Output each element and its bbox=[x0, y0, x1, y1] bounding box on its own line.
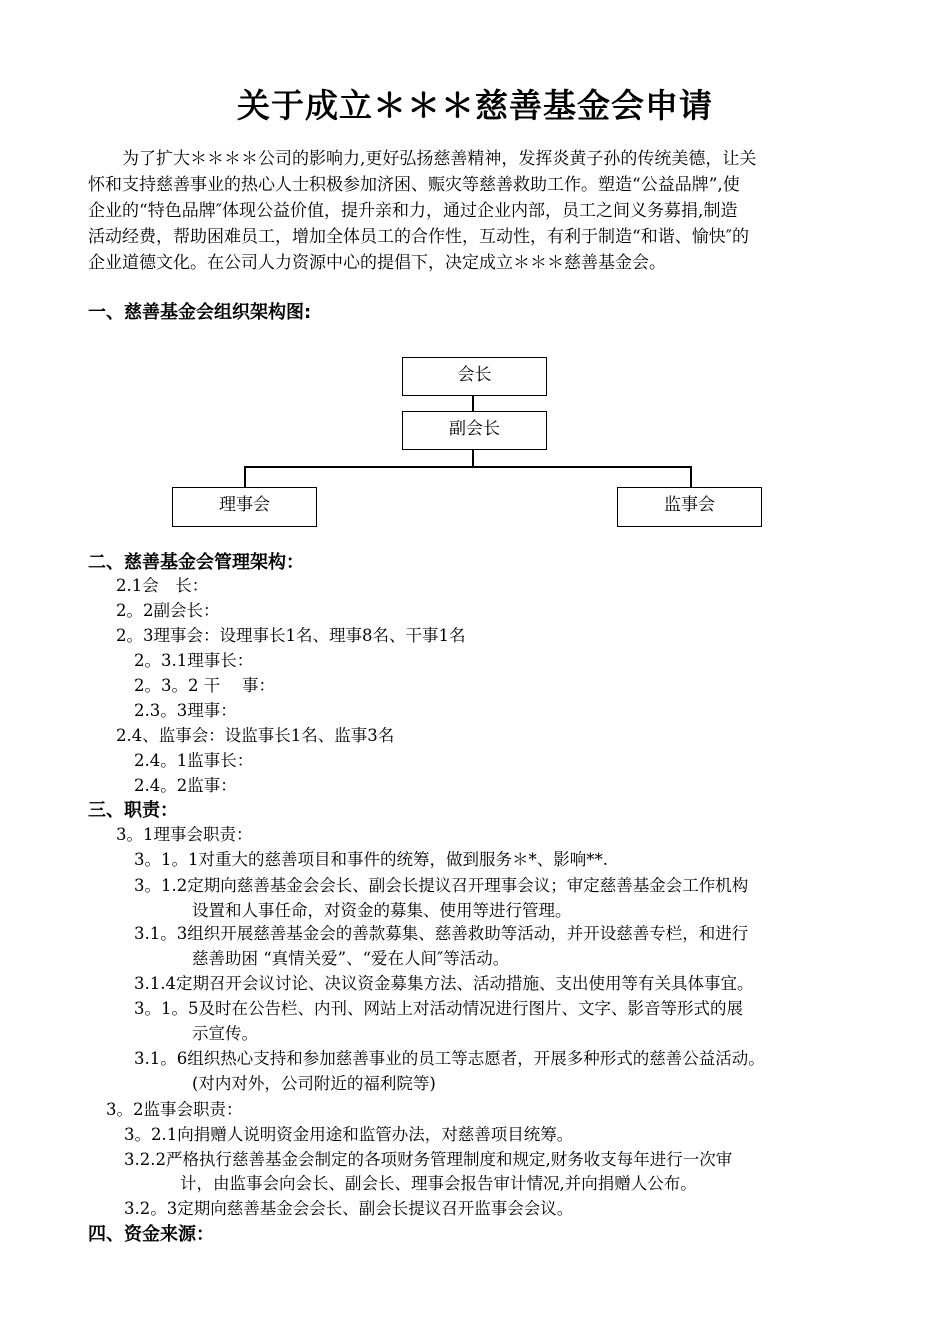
intro-line: 怀和支持慈善事业的热心人士积极参加济困、赈灾等慈善救助工作。塑造“公益品牌”,使 bbox=[88, 175, 740, 195]
org-box-supervisory: 监事会 bbox=[617, 487, 762, 527]
management-item: 2。3.1理事长： bbox=[134, 651, 254, 670]
duty-line: 设置和人事任命，对资金的募集、使用等进行管理。 bbox=[192, 901, 572, 920]
org-box-vice-president: 副会长 bbox=[402, 411, 547, 450]
duty-line: 3.1。3组织开展慈善基金会的善款募集、慈善救助等活动，并开设慈善专栏，和进行 bbox=[134, 924, 749, 943]
duty-line: 3.1.4定期召开会议讨论、决议资金募集方法、活动措施、支出使用等有关具体事宜。 bbox=[134, 974, 754, 993]
management-item: 2.4、监事会：设监事长1名、监事3名 bbox=[116, 726, 395, 745]
duty-line: 计，由监事会向会长、副会长、理事会报告审计情况,并向捐赠人公布。 bbox=[180, 1174, 697, 1193]
duty-line: 3。2.1向捐赠人说明资金用途和监管办法，对慈善项目统筹。 bbox=[124, 1125, 574, 1144]
document-title: 关于成立＊＊＊慈善基金会申请 bbox=[237, 86, 713, 125]
connector-to-supervisory bbox=[690, 466, 692, 488]
management-item: 2.3。3理事： bbox=[134, 701, 237, 720]
intro-line: 活动经费，帮助困难员工，增加全体员工的合作性，互动性，有利于制造“和谐、愉快″的 bbox=[88, 227, 750, 247]
section2-heading: 二、慈善基金会管理架构： bbox=[88, 552, 304, 573]
section4-heading: 四、资金来源： bbox=[88, 1224, 214, 1245]
connector-to-council bbox=[244, 466, 246, 488]
duty-line: 慈善助困 “真情关爱”、“爱在人间″等活动。 bbox=[192, 949, 510, 968]
management-item: 2.4。1监事长： bbox=[134, 751, 254, 770]
management-item: 2.1会 长： bbox=[116, 576, 209, 595]
duty-line: 3。1.2定期向慈善基金会会长、副会长提议召开理事会议；审定慈善基金会工作机构 bbox=[134, 876, 749, 895]
management-item: 2。2副会长： bbox=[116, 601, 220, 620]
section1-heading: 一、慈善基金会组织架构图: bbox=[88, 302, 312, 323]
duty-line: 3。2监事会职责： bbox=[106, 1100, 243, 1119]
intro-line: 企业的“特色品牌″体现公益价值，提升亲和力，通过企业内部，员工之间义务募捐,制造 bbox=[88, 201, 738, 221]
connector-vice-branch bbox=[472, 449, 474, 467]
management-item: 2.4。2监事： bbox=[134, 776, 237, 795]
management-item: 2。3。2 干 事： bbox=[134, 676, 275, 695]
connector-horizontal bbox=[244, 466, 691, 468]
duty-line: (对内对外，公司附近的福利院等) bbox=[192, 1074, 436, 1093]
duty-line: 3.1。6组织热心支持和参加慈善事业的员工等志愿者，开展多种形式的慈善公益活动。 bbox=[134, 1049, 765, 1068]
duty-line: 3.2。3定期向慈善基金会会长、副会长提议召开监事会会议。 bbox=[124, 1199, 574, 1218]
duty-line: 3。1理事会职责： bbox=[116, 825, 253, 844]
section3-heading: 三、职责： bbox=[88, 800, 178, 821]
duty-line: 示宣传。 bbox=[192, 1024, 258, 1043]
org-box-president: 会长 bbox=[402, 357, 547, 396]
duty-line: 3。1。5及时在公告栏、内刊、网站上对活动情况进行图片、文字、影音等形式的展 bbox=[134, 999, 743, 1018]
intro-line: 企业道德文化。在公司人力资源中心的提倡下，决定成立＊＊＊慈善基金会。 bbox=[88, 253, 666, 273]
duty-line: 3.2.2严格执行慈善基金会制定的各项财务管理制度和规定,财务收支每年进行一次审 bbox=[124, 1150, 733, 1169]
management-item: 2。3理事会：设理事长1名、理事8名、干事1名 bbox=[116, 626, 466, 645]
org-box-council: 理事会 bbox=[172, 487, 317, 527]
duty-line: 3。1。1对重大的慈善项目和事件的统筹，做到服务＊*、影响**. bbox=[134, 850, 608, 869]
intro-line: 为了扩大＊＊＊＊公司的影响力,更好弘扬慈善精神，发挥炎黄子孙的传统美德，让关 bbox=[122, 149, 757, 169]
intro-paragraph bbox=[88, 146, 868, 276]
